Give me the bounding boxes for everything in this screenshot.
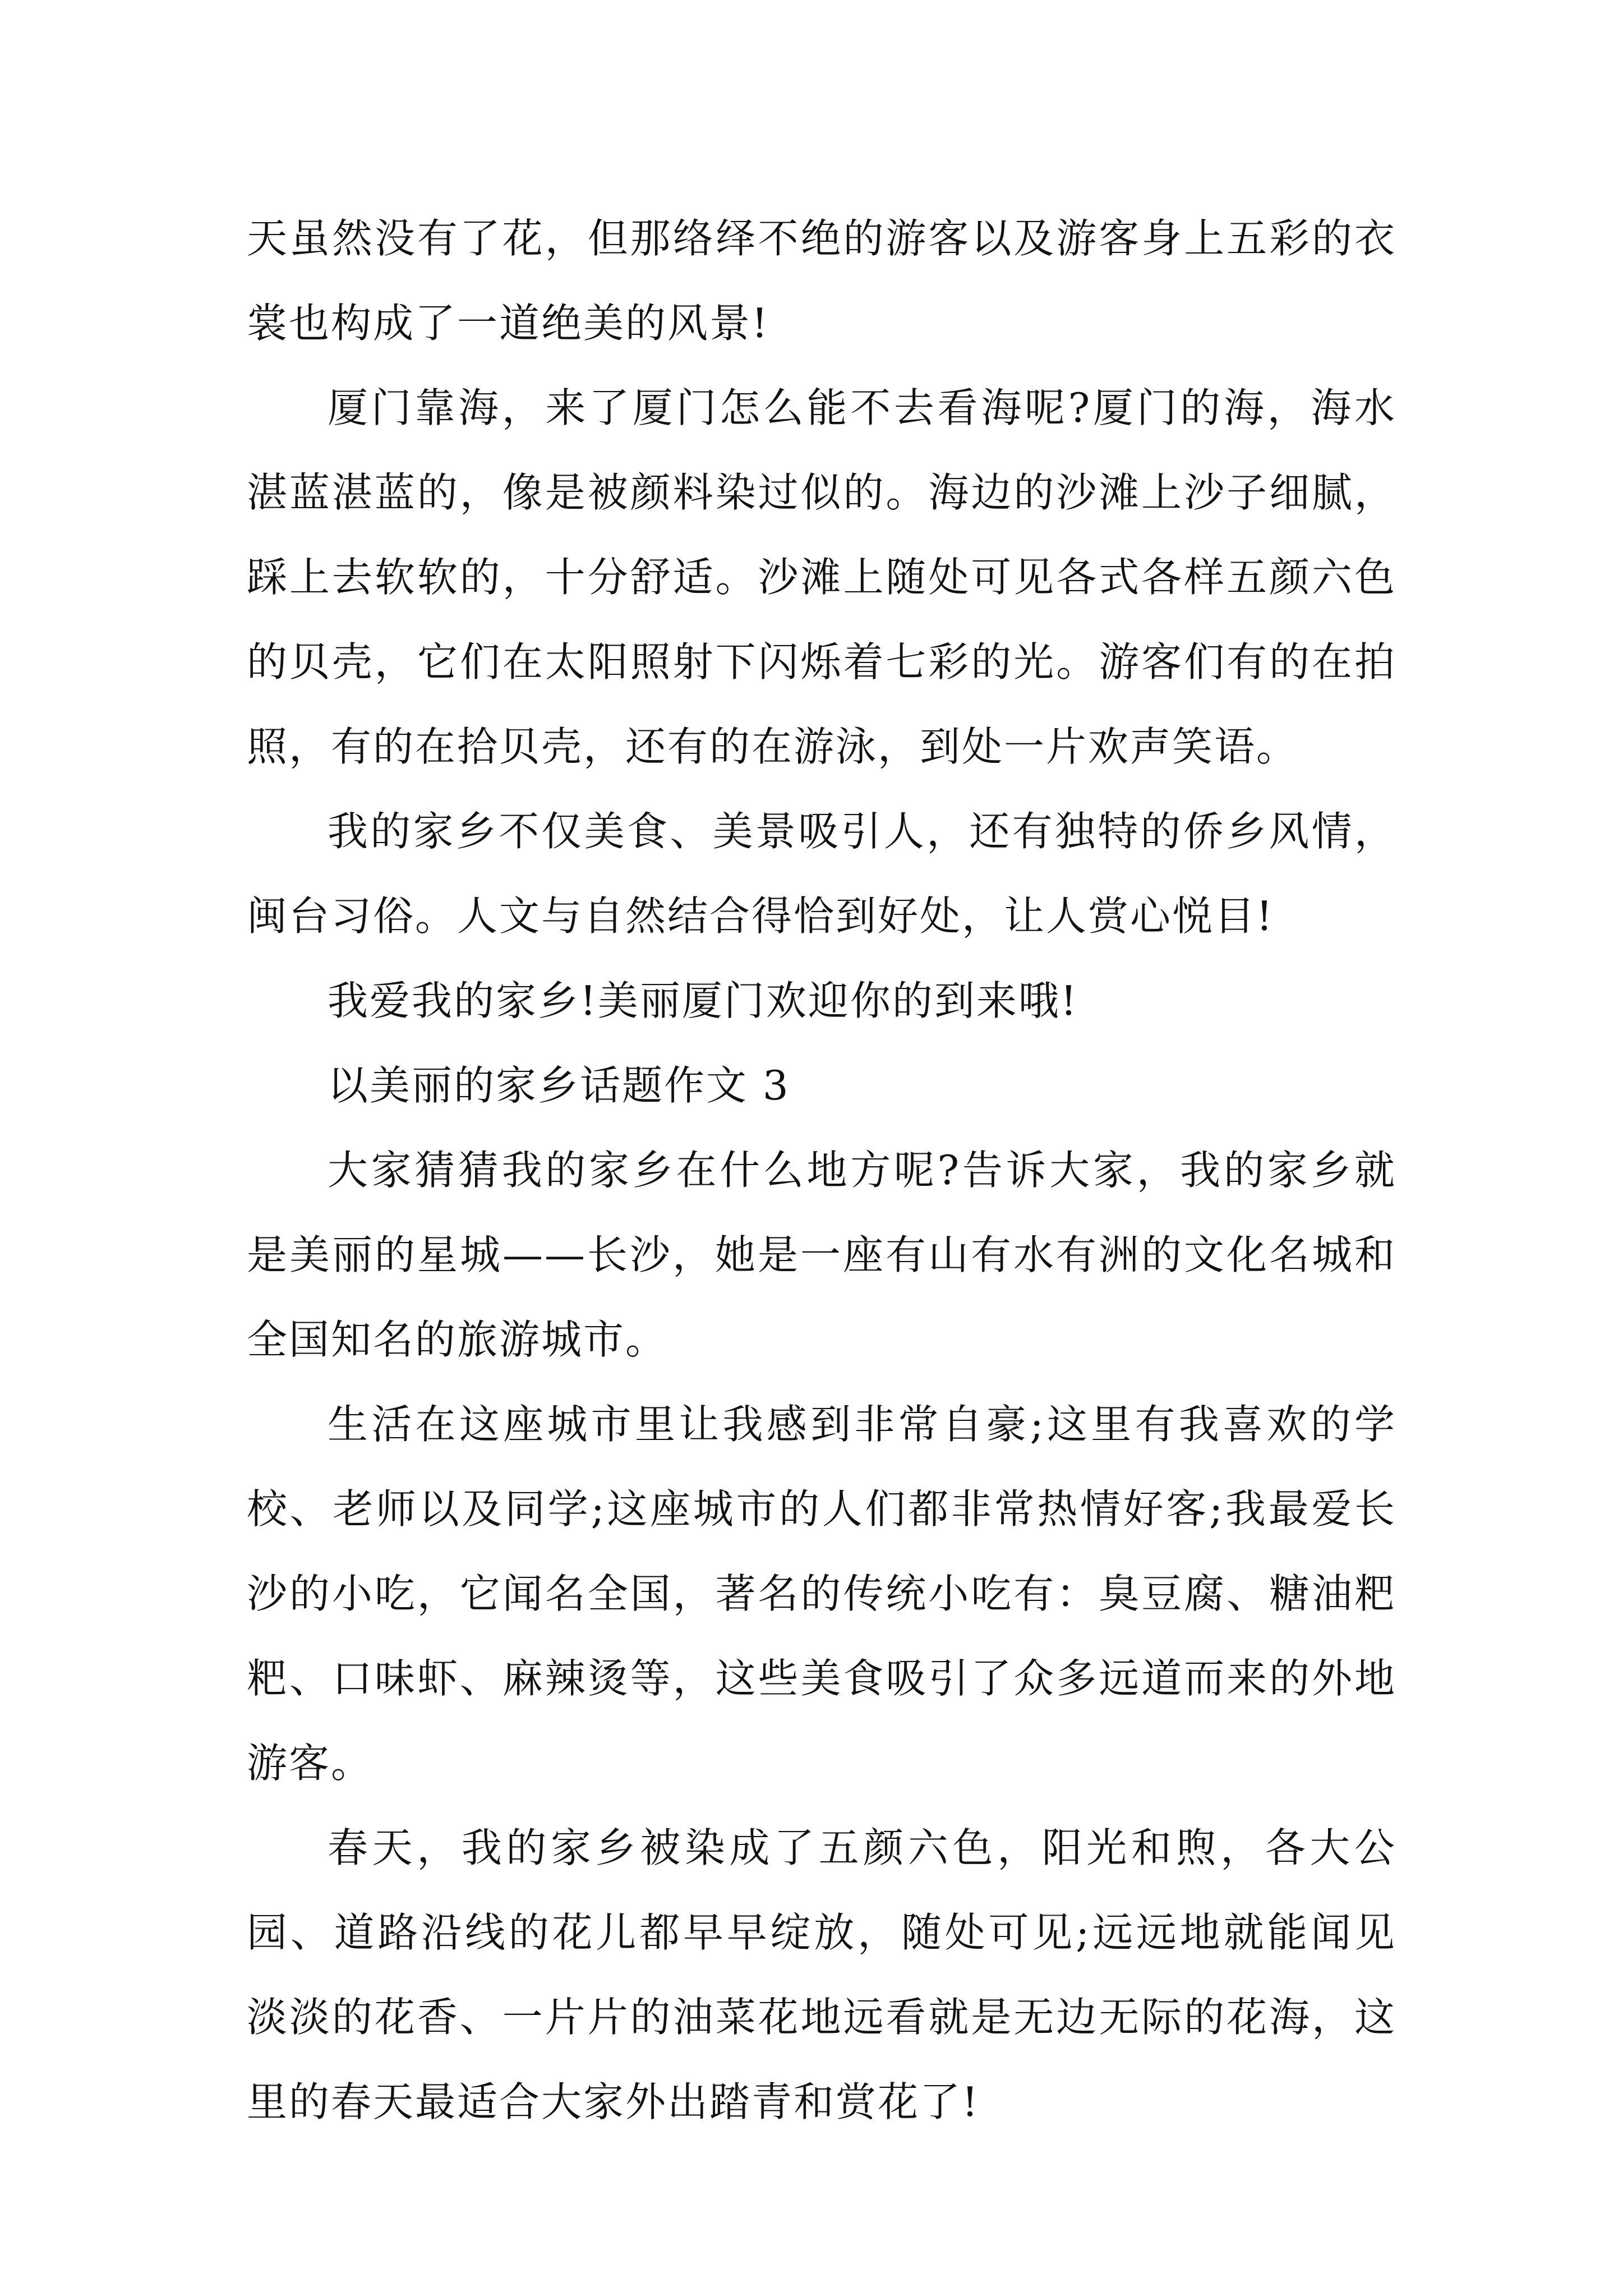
paragraph: 春天，我的家乡被染成了五颜六色，阳光和煦，各大公园、道路沿线的花儿都早早绽放，随处可见;远远地就能闻见淡淡的花香、一片片的油菜花地远看就是无边无际的花海，这里的春天最适合大家外出踏青和赏花了! bbox=[247, 1824, 1396, 2125]
paragraph: 我爱我的家乡!美丽厦门欢迎你的到来哦! bbox=[328, 977, 1078, 1024]
paragraph-continued: 天虽然没有了花，但那络绎不绝的游客以及游客身上五彩的衣裳也构成了一道绝美的风景! bbox=[247, 215, 1396, 347]
body-text bbox=[247, 196, 1396, 2145]
paragraph: 生活在这座城市里让我感到非常自豪;这里有我喜欢的学校、老师以及同学;这座城市的人们都非常热情好客;我最爱长沙的小吃，它闻名全国，著名的传统小吃有：臭豆腐、糖油粑粑、口味虾、麻辣烫等，这些美食吸引了众多远道而来的外地游客。 bbox=[247, 1401, 1396, 1787]
paragraph: 我的家乡不仅美食、美景吸引人，还有独特的侨乡风情，闽台习俗。人文与自然结合得恰到好处，让人赏心悦目! bbox=[247, 808, 1396, 940]
paragraph: 厦门靠海，来了厦门怎么能不去看海呢?厦门的海，海水湛蓝湛蓝的，像是被颜料染过似的。海边的沙滩上沙子细腻，踩上去软软的，十分舒适。沙滩上随处可见各式各样五颜六色的贝壳，它们在太阳照射下闪烁着七彩的光。游客们有的在拍照，有的在拾贝壳，还有的在游泳，到处一片欢声笑语。 bbox=[247, 384, 1396, 770]
paragraph: 大家猜猜我的家乡在什么地方呢?告诉大家，我的家乡就是美丽的星城——长沙，她是一座有山有水有洲的文化名城和全国知名的旅游城市。 bbox=[247, 1147, 1396, 1363]
section-heading: 以美丽的家乡话题作文 3 bbox=[328, 1062, 790, 1109]
